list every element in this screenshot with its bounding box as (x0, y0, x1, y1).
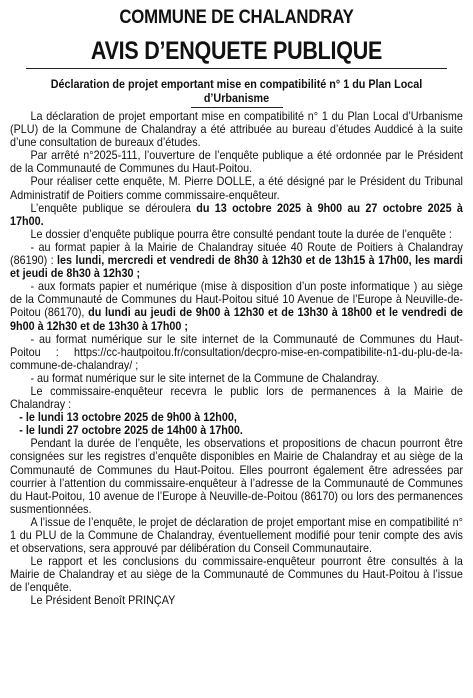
paragraph-site-cc: - au format numérique sur le site internet de la Communauté de Communes du Haut-Poitou : https://cc-hautpoitou.fr/consultation/decpro-mise-en-compatibilite-n1-du-plu-de-la-commune-de-chalandray/ ; (10, 332, 463, 372)
mairie-location: - au format papier à la Mairie de Chalandray située 40 Route de Poitiers à Chalandray (86190) : (10, 240, 463, 268)
paragraph-siege-numerique (10, 280, 463, 332)
dates-intro: L’enquête publique se déroulera (30, 201, 197, 215)
permanence-2-text: - le lundi 27 octobre 2025 de 14h00 à 17h00. (19, 424, 243, 438)
siege-hours: du lundi au jeudi de 9h00 à 12h30 et de 13h30 à 18h00 et le vendredi de 9h00 à 12h30 et de 13h30 à 17h00 ; (10, 306, 463, 333)
paragraph-approbation: A l’issue de l’enquête, le projet de déclaration de projet emportant mise en compatibilité n° 1 du PLU de la Commune de Chalandray, éventuellement modifié pour tenir compte des avis et observations, sera approuvé par délibération du Conseil Communautaire. (10, 515, 463, 556)
notice-title: AVIS D’ENQUETE PUBLIQUE (90, 37, 383, 65)
paragraph-commissaire: Pour réaliser cette enquête, M. Pierre DOLLE, a été désigné par le Président du Tribunal Administratif de Poitiers comme commissaire-enquêteur. (10, 175, 463, 202)
paragraph-permanences: Le commissaire-enquêteur recevra le public lors de permanences à la Mairie de Chalandray : (10, 384, 463, 412)
signature: Le Président Benoît PRINÇAY (30, 594, 176, 608)
paragraph-attribution: La déclaration de projet emportant mise en compatibilité n° 1 du Plan Local d’Urbanisme (PLU) de la Commune de Chalandray a été attribuée au bureau d’études Auddicé à la suite d’une consultation de bureaux d’études. (10, 110, 463, 150)
commune-heading: COMMUNE DE CHALANDRAY (119, 6, 354, 28)
subtitle-underline (191, 107, 283, 108)
paragraph-site-commune: - au format numérique sur le site internet de la Commune de Chalandray. (30, 371, 380, 385)
dates-period: du 13 octobre 2025 à 9h00 au 27 octobre 2025 à 17h00. (10, 201, 463, 228)
paragraph-arrete: Par arrêté n°2025-111, l’ouverture de l’enquête publique a été ordonnée par le Président de la Communauté de Communes du Haut-Poitou. (10, 149, 463, 176)
permanence-1 (10, 411, 463, 424)
paragraph-dossier: Le dossier d’enquête publique pourra être consulté pendant toute la durée de l’enquête : (30, 227, 452, 241)
mairie-hours: les lundi, mercredi et vendredi de 8h30 à 12h30 et de 13h15 à 17h00, les mardi et jeudi de 8h30 à 12h30 ; (10, 254, 463, 281)
notice-body (10, 110, 463, 608)
paragraph-observations: Pendant la durée de l’enquête, les observations et propositions de chacun pourront être consignées sur les registres d’enquête disponibles en Mairie de Chalandray et au siège de la Communauté de Communes du Haut-Poitou. Elles pourront également être adressées par courrier à l’attention du commissaire-enquêteur à l’adresse de la Communauté de Communes du Haut-Poitou, 10 avenue de l’Europe à Neuville-de-Poitou (86170) ou lors des permanences susmentionnées. (10, 437, 463, 516)
paragraph-dates (10, 202, 463, 228)
paragraph-mairie-papier (10, 241, 463, 280)
siege-location: - aux formats papier et numérique (mise à disposition d’un poste informatique ) au siège de la Communauté de Communes du Haut-Poitou situé 10 Avenue de l’Europe à Neuville-de- Poitou (86170), (10, 280, 463, 320)
title-underline (26, 68, 447, 69)
paragraph-rapport: Le rapport et les conclusions du commissaire-enquêteur pourront être consultés à la Mairie de Chalandray et au siège de la Communauté de Communes du Haut-Poitou à l’issue de l’enquête. (10, 555, 463, 595)
notice-subtitle: Déclaration de projet emportant mise en compatibilité n° 1 du Plan Local d’Urbanisme (50, 78, 423, 105)
permanence-1-text: - le lundi 13 octobre 2025 de 9h00 à 12h00, (19, 411, 237, 425)
permanence-2 (10, 424, 463, 437)
